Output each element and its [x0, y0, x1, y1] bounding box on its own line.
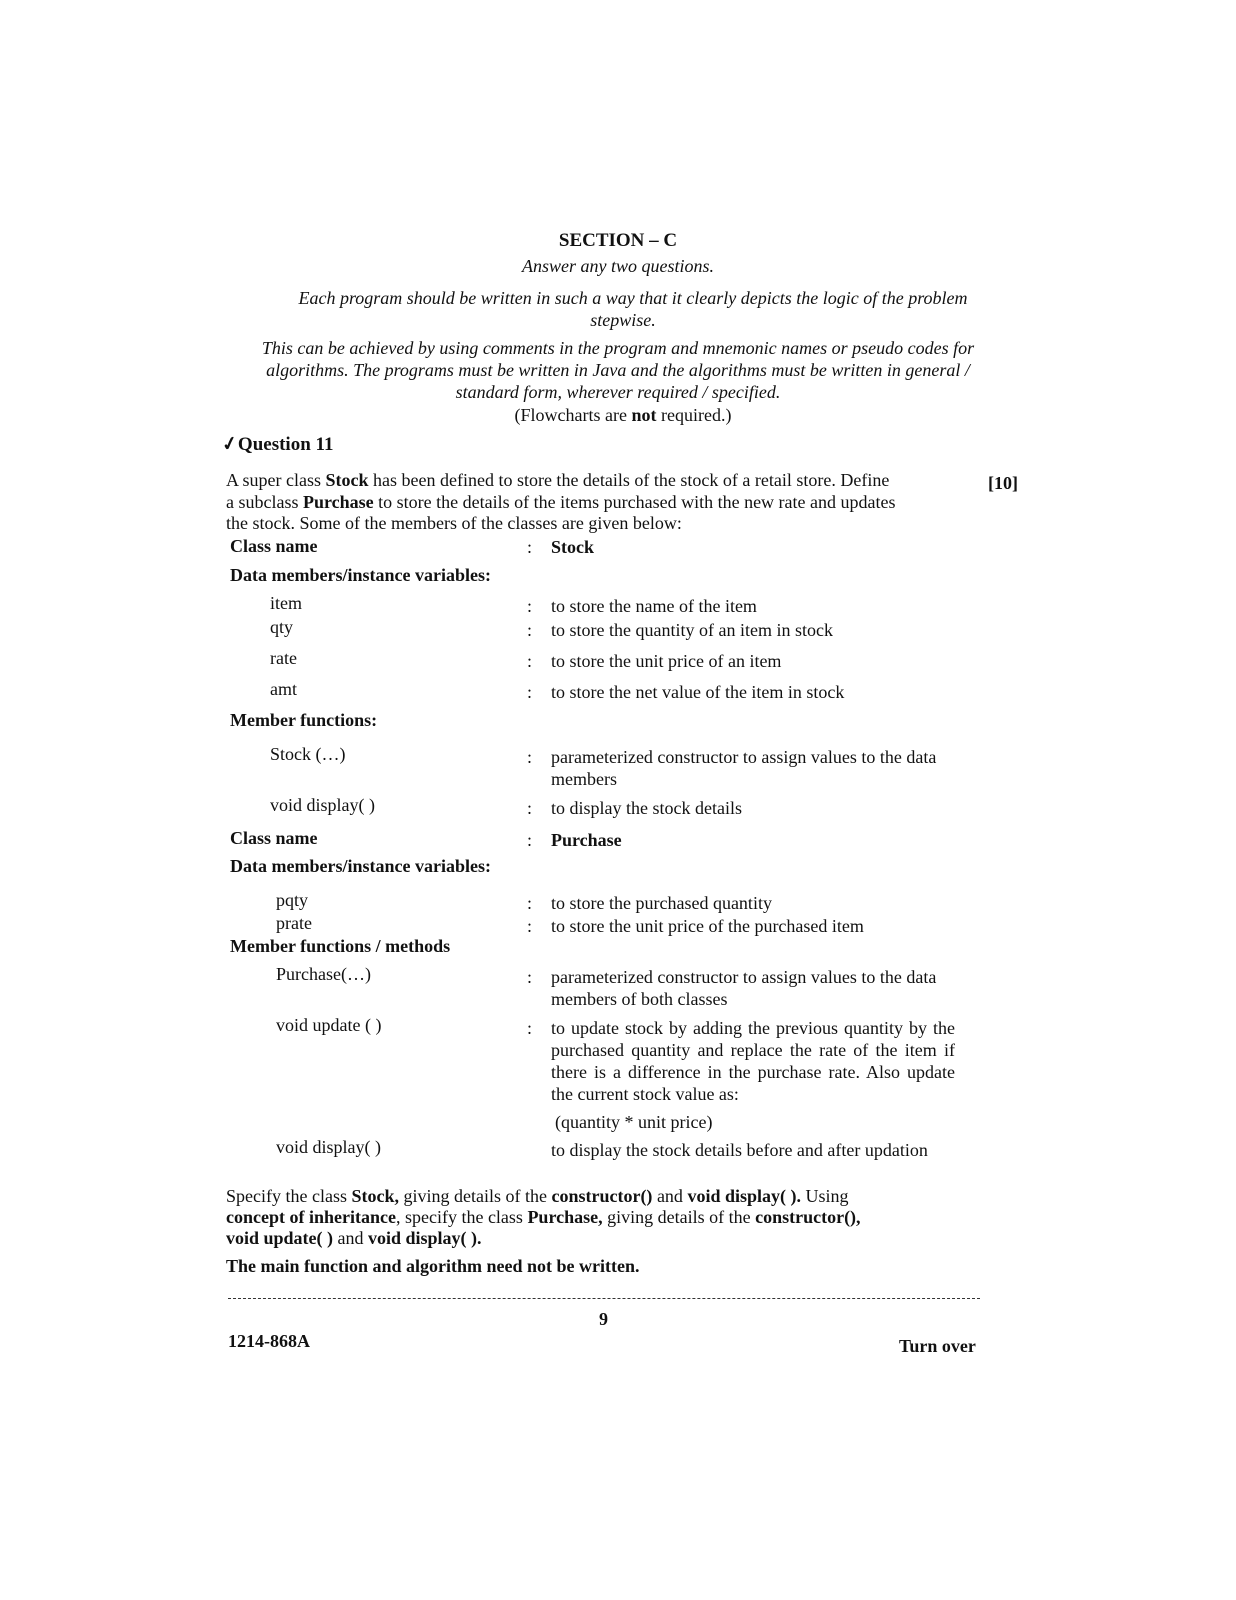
- specify-line-1: [226, 1185, 848, 1207]
- purchase-func-update-formula: (quantity * unit price): [555, 1112, 713, 1132]
- specify-segment: giving details of the: [602, 1207, 756, 1227]
- specify-segment: void display( ).: [687, 1186, 801, 1206]
- specify-segment: Stock,: [351, 1186, 399, 1206]
- flowchart-note-post: required.): [656, 405, 732, 425]
- question-marks: [10]: [988, 473, 1018, 493]
- purchase-member-pqty: pqty: [276, 890, 309, 910]
- stock-data-members-label: Data members/instance variables:: [230, 565, 491, 585]
- instruction-line-2: stepwise.: [590, 310, 656, 330]
- stock-member-functions-label: Member functions:: [230, 710, 378, 730]
- instruction-line-4: algorithms. The programs must be written in Java and the algorithms must be written in general /: [266, 360, 970, 380]
- purchase-func-display-desc: to display the stock details before and after updation: [551, 1140, 928, 1160]
- purchase-func-display: void display( ): [276, 1137, 381, 1157]
- intro-segment: Purchase: [302, 492, 374, 512]
- stock-member-rate-desc: to store the unit price of an item: [551, 651, 782, 671]
- stock-class-label: Class name: [230, 536, 318, 556]
- instruction-line-3: This can be achieved by using comments in the program and mnemonic names or pseudo codes for: [261, 338, 975, 358]
- colon: :: [527, 747, 533, 767]
- purchase-member-functions-label: Member functions / methods: [230, 936, 451, 956]
- stock-func-display-desc: to display the stock details: [551, 798, 742, 818]
- purchase-data-members-label: Data members/instance variables:: [230, 856, 491, 876]
- specify-segment: Using: [800, 1186, 849, 1206]
- specify-segment: constructor(),: [755, 1207, 861, 1227]
- intro-line-1: [226, 469, 889, 491]
- colon: :: [527, 620, 533, 640]
- stock-member-rate: rate: [270, 648, 297, 668]
- turn-over: Turn over: [899, 1336, 976, 1356]
- colon: :: [527, 596, 533, 616]
- specify-segment: Purchase,: [527, 1207, 603, 1227]
- stock-func-display: void display( ): [270, 795, 375, 815]
- purchase-class-label: Class name: [230, 828, 318, 848]
- colon: :: [527, 1018, 533, 1038]
- specify-line-2: [226, 1206, 861, 1228]
- specify-line-3: [226, 1227, 482, 1249]
- intro-line-3: [226, 512, 682, 534]
- intro-segment: A super class: [226, 470, 326, 490]
- colon: :: [527, 830, 533, 850]
- colon: :: [527, 967, 533, 987]
- section-title: SECTION – C: [558, 230, 678, 251]
- specify-segment: constructor(): [551, 1186, 653, 1206]
- divider: [228, 1298, 980, 1299]
- purchase-func-constructor: Purchase(…): [276, 964, 371, 984]
- page-number: 9: [599, 1309, 608, 1329]
- colon: :: [527, 798, 533, 818]
- colon: :: [527, 916, 533, 936]
- intro-segment: the stock. Some of the members of the classes are given below:: [226, 513, 682, 533]
- flowchart-note-bold: not: [631, 405, 657, 425]
- stock-member-qty: qty: [270, 617, 294, 637]
- instruction-line-1: Each program should be written in such a way that it clearly depicts the logic of the problem: [298, 288, 968, 308]
- intro-segment: a subclass: [226, 492, 303, 512]
- specify-segment: , specify the class: [395, 1207, 528, 1227]
- specify-segment: void display( ).: [368, 1228, 482, 1248]
- stock-func-constructor-desc: parameterized constructor to assign values to the data members: [551, 747, 937, 789]
- intro-segment: has been defined to store the details of the stock of a retail store. Define: [368, 470, 890, 490]
- purchase-func-update: void update ( ): [276, 1015, 382, 1035]
- purchase-func-update-desc: to update stock by adding the previous quantity by the purchased quantity and replace the rate of the item if there is a difference in the purchase rate. Also update the current stock value as:: [551, 1018, 955, 1104]
- final-note: The main function and algorithm need not be written.: [226, 1256, 640, 1276]
- instruction-line-5: standard form, wherever required / specified.: [455, 382, 781, 402]
- stock-class-value: Stock: [551, 537, 595, 557]
- purchase-member-pqty-desc: to store the purchased quantity: [551, 893, 772, 913]
- colon: :: [527, 682, 533, 702]
- colon: :: [527, 893, 533, 913]
- specify-segment: and: [652, 1186, 688, 1206]
- paper-code: 1214-868A: [228, 1331, 310, 1351]
- specify-segment: giving details of the: [398, 1186, 552, 1206]
- stock-func-constructor: Stock (…): [270, 744, 346, 764]
- stock-member-item-desc: to store the name of the item: [551, 596, 757, 616]
- colon: :: [527, 537, 533, 557]
- specify-segment: Specify the class: [226, 1186, 352, 1206]
- section-subtitle: Answer any two questions.: [522, 256, 714, 276]
- purchase-class-value: Purchase: [551, 830, 622, 850]
- specify-segment: void update( ): [226, 1228, 334, 1248]
- intro-segment: to store the details of the items purchased with the new rate and updates: [373, 492, 896, 512]
- intro-line-2: [226, 491, 896, 513]
- checkmark-icon: ✓: [219, 432, 240, 457]
- stock-member-amt: amt: [270, 679, 297, 699]
- purchase-member-prate: prate: [276, 913, 312, 933]
- stock-member-amt-desc: to store the net value of the item in stock: [551, 682, 845, 702]
- colon: :: [527, 651, 533, 671]
- stock-member-qty-desc: to store the quantity of an item in stock: [551, 620, 833, 640]
- purchase-func-constructor-desc: parameterized constructor to assign values to the data members of both classes: [551, 967, 937, 1009]
- stock-member-item: item: [270, 593, 302, 613]
- intro-segment: Stock: [325, 470, 369, 490]
- specify-segment: concept of inheritance: [226, 1207, 396, 1227]
- flowchart-note-pre: (Flowcharts are: [514, 405, 632, 425]
- flowchart-note: [5, 404, 1236, 426]
- question-title: [219, 432, 334, 457]
- specify-segment: and: [333, 1228, 369, 1248]
- question-title-text: Question 11: [237, 434, 334, 455]
- purchase-member-prate-desc: to store the unit price of the purchased item: [551, 916, 864, 936]
